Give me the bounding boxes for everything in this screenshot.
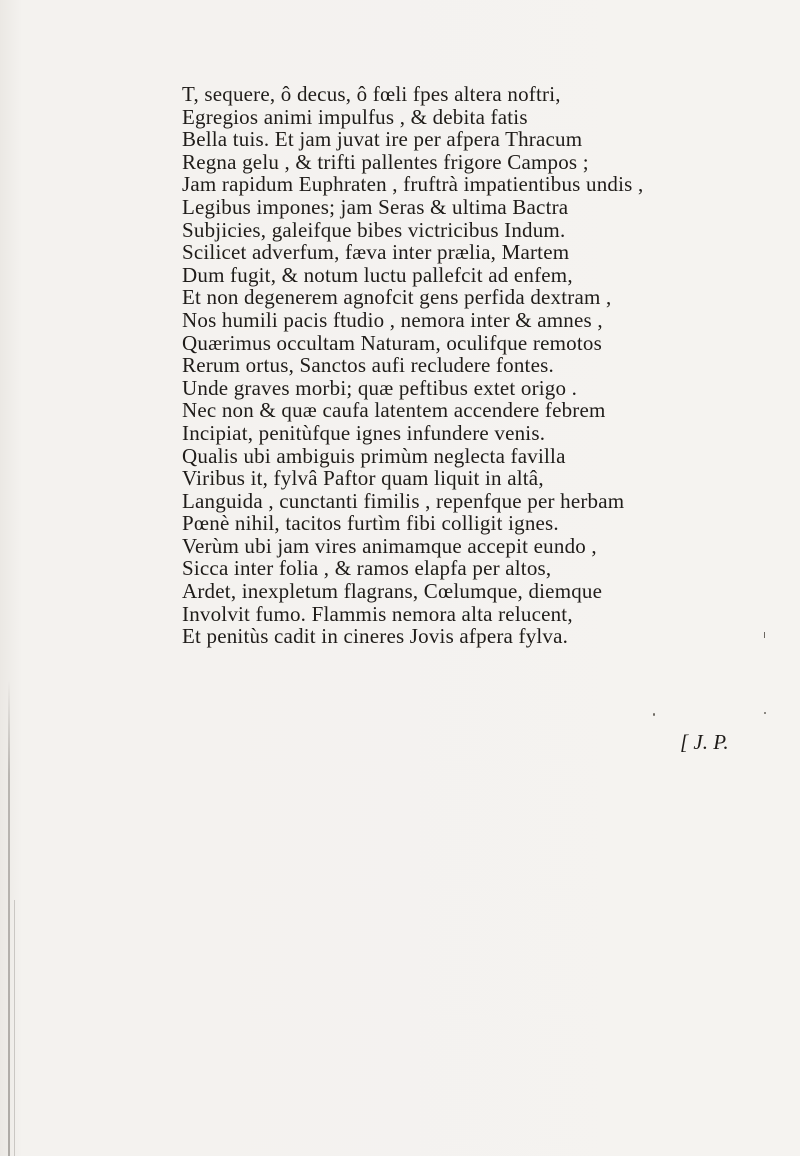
verse-line: Ardet, inexpletum flagrans, Cœlumque, diemque (182, 579, 603, 604)
binding-shadow-secondary (14, 900, 15, 1156)
poem-text (182, 83, 782, 648)
verse-line: Scilicet adverfum, fæva inter prælia, Martem (182, 240, 570, 265)
verse-line: Involvit fumo. Flammis nemora alta relucent, (182, 601, 573, 626)
verse-line: Et non degenerem agnofcit gens perfida dextram , (182, 285, 612, 310)
verse-line: Incipiat, penitùfque ignes infundere venis. (182, 420, 546, 445)
verse-line: Qualis ubi ambiguis primùm neglecta favilla (182, 443, 566, 468)
verse-line: Jam rapidum Euphraten , fruftrà impatientibus undis , (182, 172, 644, 197)
verse-line: Dum fugit, & notum luctu pallefcit ad enfem, (182, 262, 573, 287)
binding-shadow (8, 680, 10, 1156)
catchword: [ J. P. (680, 730, 729, 754)
verse-line: Quærimus occultam Naturam, oculifque remotos (182, 330, 602, 355)
verse-line: Verùm ubi jam vires animamque accepit eundo , (182, 533, 597, 558)
verse-line: Subjicies, galeifque bibes victricibus Indum. (182, 217, 566, 242)
verse-line: Rerum ortus, Sanctos aufi recludere fontes. (182, 353, 554, 378)
verse-line: Pœnè nihil, tacitos furtìm fibi colligit ignes. (182, 511, 559, 536)
verse-line: Sicca inter folia , & ramos elapfa per altos, (182, 556, 552, 581)
verse-line: Bella tuis. Et jam juvat ire per afpera Thracum (182, 127, 583, 152)
verse-line: Viribus it, fylvâ Paftor quam liquit in altâ, (182, 466, 544, 491)
verse-line: Legibus impones; jam Seras & ultima Bactra (182, 194, 569, 219)
verse-line: Nec non & quæ caufa latentem accendere febrem (182, 398, 606, 423)
verse-line: Nos humili pacis ftudio , nemora inter & amnes , (182, 307, 603, 332)
verse-line: Egregios animi impulfus , & debita fatis (182, 104, 528, 129)
verse-line: Et penitùs cadit in cineres Jovis afpera fylva. (182, 624, 569, 649)
verse-line: Regna gelu , & trifti pallentes frigore Campos ; (182, 149, 589, 174)
ink-speck (764, 632, 765, 638)
verse-line: Languida , cunctanti fimilis , repenfque per herbam (182, 488, 625, 513)
verse-line: Unde graves morbi; quæ peftibus extet origo . (182, 375, 578, 400)
ink-speck (653, 713, 655, 716)
ink-speck (764, 712, 766, 714)
verse-line: T, sequere, ô decus, ô fœli fpes altera noftri, (182, 82, 561, 106)
